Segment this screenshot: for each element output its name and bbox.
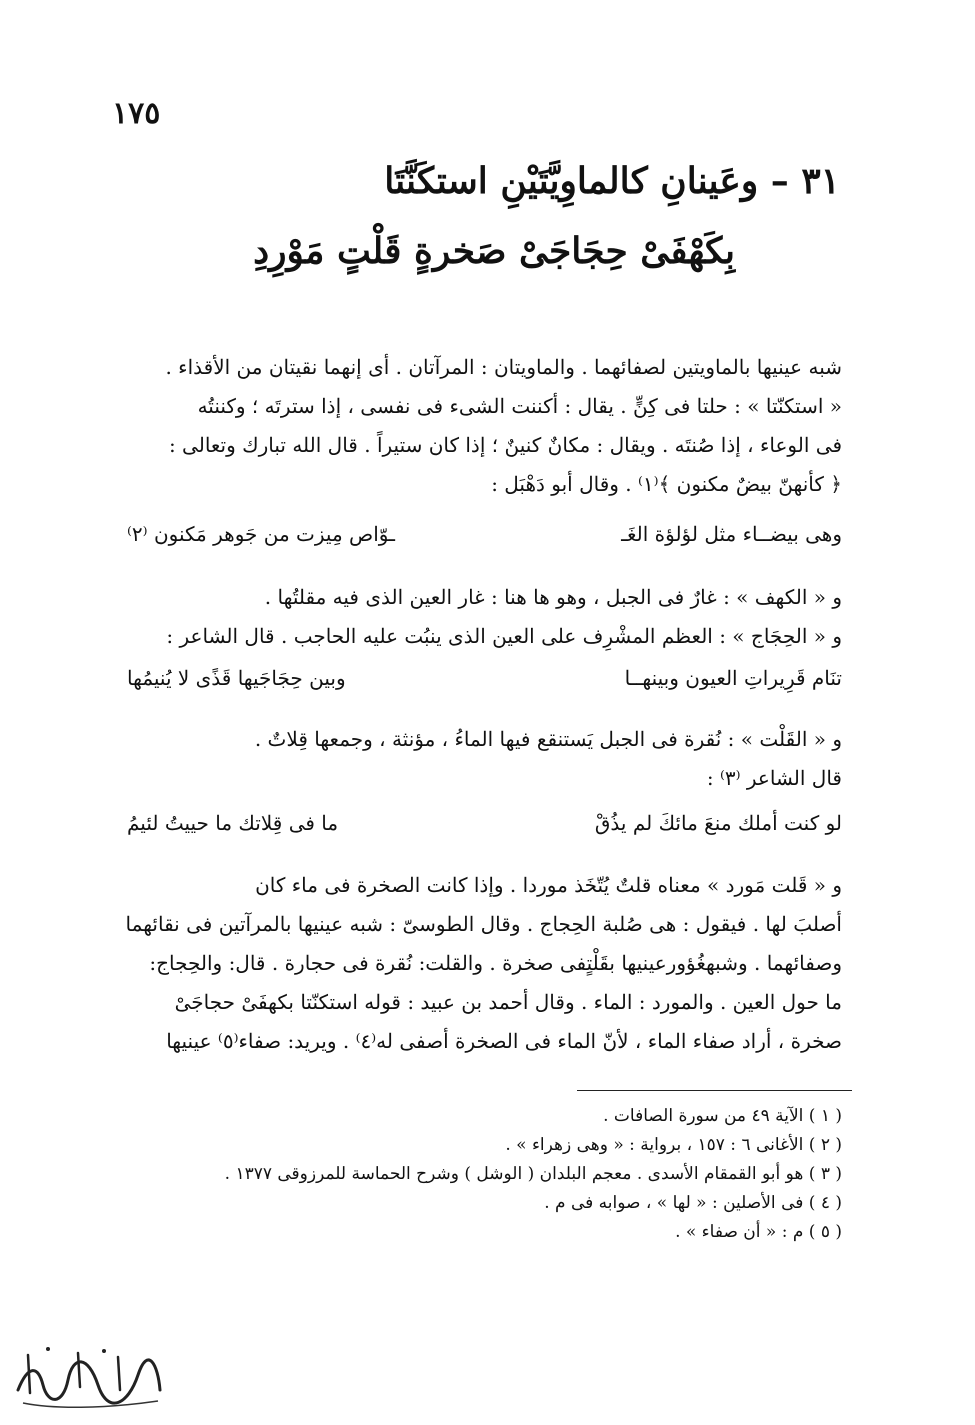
verse-line-2: بِكَهْفَىْ حِجَاجَىْ صَخرةٍ قَلْتٍ مَوْرِدِ [253, 230, 735, 272]
poem-quote-1 [112, 516, 842, 560]
commentary-paragraph-3 [112, 720, 842, 798]
text-line: قال الشاعر ⁽٣⁾ : [706, 766, 842, 790]
footnote-5: ( ٥ ) م : « أن صفاء » . [675, 1222, 842, 1242]
text-line: صخرة ، أراد صفاء الماء ، لأنّ الماء فى الصخرة أصفى له⁽٤⁾ . ويريد: صفاء⁽٥⁾ عينيها [166, 1029, 842, 1053]
footnote-2: ( ٢ ) الأغانى ٦ : ١٥٧ ، برواية : « وهى زهراء » . [505, 1135, 842, 1155]
text-line: وصفائهما . وشبهغُؤورعينيها بقَلْتٍفى صخرة . والقلت: نُقرة فى حجارة . قال: والحِجاج: [149, 951, 842, 975]
text-line: فى الوعاء ، إذا صُنتَه . ويقال : مكانٌ كنينٌ ؛ إذا كان ستيراً . قال الله تبارك وتعالى : [168, 433, 842, 457]
footnote-1: ( ١ ) الآية ٤٩ من سورة الصافات . [603, 1106, 842, 1126]
footnote-3: ( ٣ ) هو أبو القمقام الأسدى . معجم البلدان ( الوشل ) وشرح الحماسة للمرزوقى ١٣٧٧ . [224, 1164, 842, 1184]
footnote-4: ( ٤ ) فى الأصلين : « لها » ، صوابه فى م . [544, 1193, 842, 1213]
text-line: أصلبَ لها . فيقول : هى صُلبة الحِجاج . وقال الطوسىّ : شبه عينيها بالمرآتين فى نقائهما [125, 912, 842, 936]
poem-first-hemistich: وهى بيضــاء مثل لؤلؤة الغَـ [621, 522, 842, 546]
text-line: شبه عينيها بالماويتين لصفائهما . والماويتان : المرآتان . أى إنهما نقيتان من الأقذاء . [165, 355, 842, 379]
text-line: ما حول العين . والمورد : الماء . وقال أحمد بن عبيد : قوله استكنّتا بكهفَىْ حجاجَىْ [174, 990, 842, 1014]
poem-second-hemistich: ـوّاص مِيزت من جَوهر مَكنون ⁽٢⁾ [127, 522, 395, 546]
library-stamp-logo [8, 1335, 168, 1415]
text-line: و « قَلت مَورد » معناه قلتٌ يُتّخَذ موردا . وإذا كانت الصخرة فى ماء كان [255, 873, 842, 897]
poem-second-hemistich: ما فى قِلاتك ما حييتُ لئيمُ [127, 811, 339, 835]
commentary-paragraph-4 [112, 866, 842, 1061]
poem-quote-3 [112, 805, 842, 849]
text-line: ﴿ كأنهنّ بيضٌ مكنون ﴾⁽١⁾ . وقال أبو دَهْبَل : [491, 472, 842, 496]
text-line: و « الكهف » : غارٌ فى الجبل ، وهو ها هنا : غار العين الذى فيه مقلتُها . [264, 585, 842, 609]
footnote-divider [577, 1090, 852, 1091]
text-line: و « الحِجَاج » : العظم المشْرِف على العين الذى ينبُت عليه الحاجب . قال الشاعر : [166, 624, 842, 648]
text-line: « استكنّتا » : حلتا فى كِنٍّ . يقال : أكننت الشىء فى نفسى ، إذا سترتَه ؛ وكننتُه [197, 394, 842, 418]
commentary-paragraph-1 [112, 348, 842, 504]
commentary-paragraph-2 [112, 578, 842, 656]
poem-first-hemistich: لو كنت أملك منعَ مائكَ لم يذُقْ [594, 811, 842, 835]
verse-line-1: ٣١ – وعَينانِ كالماوِيَّتَيْنِ استكَنَّتَا [384, 160, 840, 202]
footnotes-list [142, 1102, 842, 1247]
text-line: و « القَلْت » : نُقرة فى الجبل يَستنقع فيها الماءُ ، مؤنثة ، وجمعها قِلاتٌ . [254, 727, 842, 751]
poem-second-hemistich: وبين حِجَاجَيها قَذًى لا يُنيمُها [127, 666, 346, 690]
calligraphy-stamp-icon [8, 1335, 168, 1415]
poem-quote-2 [112, 660, 842, 704]
page-number: ١٧٥ [112, 96, 161, 131]
poem-first-hemistich: تنَام قَرِيراتِ العيون وبينهــا [624, 666, 842, 690]
